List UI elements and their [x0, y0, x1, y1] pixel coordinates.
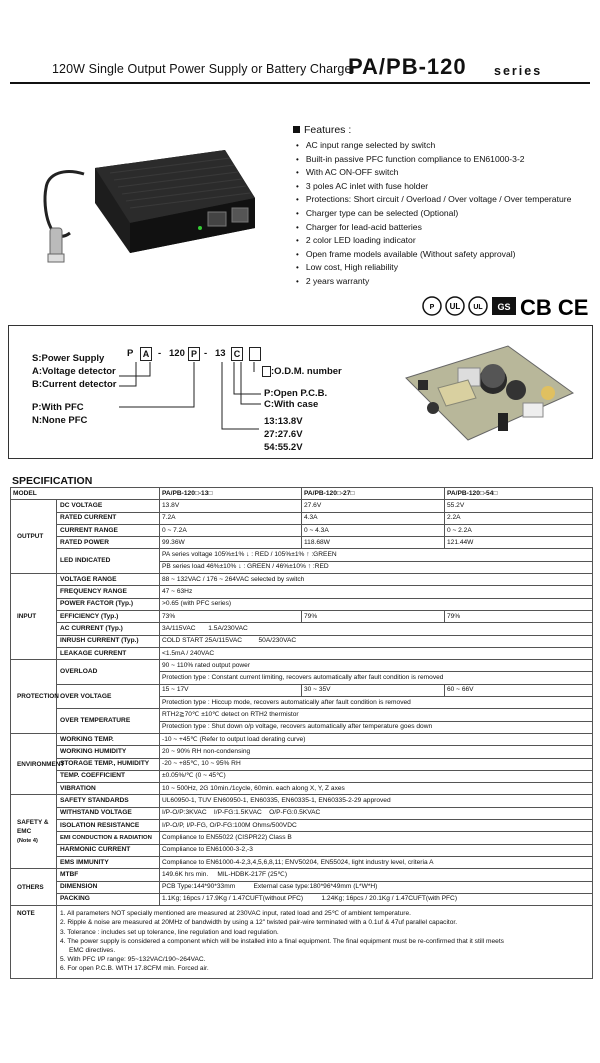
- row-label: DIMENSION: [57, 881, 160, 893]
- table-row: [11, 844, 593, 856]
- row-label: EFFICIENCY (Typ.): [57, 610, 160, 622]
- cell: 47 ~ 63Hz: [160, 586, 593, 598]
- row-label: WORKING HUMIDITY: [57, 746, 160, 758]
- table-row: [11, 586, 593, 598]
- category-safety-emc: [11, 795, 57, 869]
- table-row: [11, 610, 593, 622]
- table-row: [11, 893, 593, 905]
- row-label: INRUSH CURRENT (Typ.): [57, 635, 160, 647]
- table-row: [11, 869, 593, 881]
- row-label: EMI CONDUCTION & RADIATION: [57, 832, 160, 844]
- feature-item: • Open frame models available (Without safety approval): [296, 248, 571, 262]
- open-pcb-label: P:Open P.C.B.: [264, 388, 328, 399]
- cell: 7.2A: [160, 512, 302, 524]
- row-label: AC CURRENT (Typ.): [57, 623, 160, 635]
- cell: 0 ~ 2.2A: [445, 524, 593, 536]
- order-code-a: A:Voltage detector: [32, 366, 116, 377]
- row-label: PACKING: [57, 893, 160, 905]
- table-row: [11, 574, 593, 586]
- cell: ±0.05%/℃ (0 ~ 45℃): [160, 770, 593, 782]
- cell: Compliance to EN61000-4-2,3,4,5,6,8,11; ENV50204, EN55024, light industry level, criteria A: [160, 856, 593, 868]
- model-header: MODEL: [11, 488, 160, 500]
- table-row: [11, 733, 593, 745]
- header-rule: [10, 82, 590, 84]
- row-label: FREQUENCY RANGE: [57, 586, 160, 598]
- gs-logo-icon: [492, 297, 516, 315]
- model-title: PA/PB-120: [348, 54, 467, 79]
- cell: 79%: [445, 610, 593, 622]
- category-safety-label: SAFETY &: [17, 818, 49, 826]
- svg-text:P: P: [429, 304, 435, 311]
- row-label: EMS IMMUNITY: [57, 856, 160, 868]
- row-label: POWER FACTOR (Typ.): [57, 598, 160, 610]
- ul-logo-icon: [446, 297, 464, 315]
- row-label: SAFETY STANDARDS: [57, 795, 160, 807]
- note-line: 4. The power supply is considered a component which will be installed into a final equipment. The final equipment must be re-confirmed that it still meets: [60, 937, 504, 945]
- row-label: OVERLOAD: [57, 660, 160, 685]
- table-row: [11, 906, 593, 978]
- row-label: OVER TEMPERATURE: [57, 709, 160, 734]
- model-54: PA/PB-120□-54□: [445, 488, 593, 500]
- odm-square-icon: [262, 366, 271, 377]
- row-label: HARMONIC CURRENT: [57, 844, 160, 856]
- with-case-label: C:With case: [264, 399, 319, 410]
- table-row: [11, 807, 593, 819]
- category-protection: PROTECTION: [11, 660, 57, 734]
- row-label: STORAGE TEMP., HUMIDITY: [57, 758, 160, 770]
- cell: 55.2V: [445, 500, 593, 512]
- table-row: [11, 684, 593, 696]
- cell: -20 ~ +85℃, 10 ~ 95% RH: [160, 758, 593, 770]
- row-label: LED INDICATED: [57, 549, 160, 574]
- row-label: WITHSTAND VOLTAGE: [57, 807, 160, 819]
- model-13: PA/PB-120□-13□: [160, 488, 302, 500]
- cell: UL60950-1, TUV EN60950-1, EN60335, EN60335-1, EN60335-2-29 approved: [160, 795, 593, 807]
- row-label: DC VOLTAGE: [57, 500, 160, 512]
- feature-item: • Charger for lead-acid batteries: [296, 221, 571, 235]
- category-note-label: (Note 4): [17, 837, 38, 844]
- cell: 27.6V: [302, 500, 445, 512]
- table-row: [11, 635, 593, 647]
- tuv-logo-icon: [423, 297, 441, 315]
- order-code-b: B:Current detector: [32, 379, 117, 390]
- cell: Protection type : Constant current limiting, recovers automatically after fault condition is removed: [160, 672, 593, 684]
- table-row: [11, 881, 593, 893]
- cell: -10 ~ +45℃ (Refer to output load derating curve): [160, 733, 593, 745]
- cell: 0 ~ 7.2A: [160, 524, 302, 536]
- row-label: WORKING TEMP.: [57, 733, 160, 745]
- code-dash: -: [158, 348, 162, 359]
- cell: 2.2A: [445, 512, 593, 524]
- features-list: [296, 139, 571, 289]
- cell: 15 ~ 17V: [160, 684, 302, 696]
- table-row: [11, 647, 593, 659]
- cell: 73%: [160, 610, 302, 622]
- table-row: [11, 500, 593, 512]
- category-note: NOTE: [11, 906, 57, 978]
- features-title: Features :: [304, 124, 352, 136]
- feature-item: • 2 years warranty: [296, 275, 571, 289]
- row-label: LEAKAGE CURRENT: [57, 647, 160, 659]
- row-label: MTBF: [57, 869, 160, 881]
- table-row: [11, 524, 593, 536]
- cell: 121.44W: [445, 537, 593, 549]
- square-bullet-icon: [293, 126, 300, 133]
- cell: PA series voltage 105%±1% ↓ : RED / 105%±1% ↑ :GREEN: [160, 549, 593, 561]
- table-row: [11, 832, 593, 844]
- category-input: INPUT: [11, 574, 57, 660]
- cell: 0 ~ 4.3A: [302, 524, 445, 536]
- category-others: OTHERS: [11, 869, 57, 906]
- order-code-s: S:Power Supply: [32, 353, 105, 364]
- notes-cell: [57, 906, 593, 978]
- cell: 79%: [302, 610, 445, 622]
- cell: 13.8V: [160, 500, 302, 512]
- table-row: [11, 549, 593, 561]
- row-label: OVER VOLTAGE: [57, 684, 160, 709]
- feature-item: • 2 color LED loading indicator: [296, 234, 571, 248]
- ul-us-logo-icon: [469, 297, 487, 315]
- note-line: 2. Ripple & noise are measured at 20MHz of bandwidth by using a 12" twisted pair-wire terminated with a 0.1uf & 47uf parallel capacitor.: [60, 919, 458, 927]
- note-line: 3. Tolerance : includes set up tolerance, line regulation and load regulation.: [60, 928, 279, 936]
- feature-item: • AC input range selected by switch: [296, 139, 571, 153]
- cell: >0.65 (with PFC series): [160, 598, 593, 610]
- voltage-13-label: 13:13.8V: [264, 416, 303, 427]
- table-row: [11, 709, 593, 721]
- cell: I/P-O/P, I/P-FG, O/P-FG:100M Ohms/500VDC: [160, 820, 593, 832]
- feature-item: • With AC ON-OFF switch: [296, 166, 571, 180]
- order-code-p: P:With PFC: [32, 402, 84, 413]
- code-box-type: A: [140, 347, 152, 361]
- feature-item: • Protections: Short circuit / Overload / Over voltage / Over temperature: [296, 193, 571, 207]
- cell: 60 ~ 66V: [445, 684, 593, 696]
- voltage-27-label: 27:27.6V: [264, 429, 303, 440]
- code-voltage: 13: [215, 348, 226, 359]
- voltage-54-label: 54:55.2V: [264, 442, 303, 453]
- row-label: VOLTAGE RANGE: [57, 574, 160, 586]
- cb-ce-mark: CB CE: [520, 295, 589, 320]
- note-line: 1. All parameters NOT specially mentioned are measured at 230VAC input, rated load and 25℃ of ambient temperature.: [60, 910, 411, 918]
- code-box-pfc: P: [188, 347, 200, 361]
- row-label: ISOLATION RESISTANCE: [57, 820, 160, 832]
- note-line: EMC directives.: [69, 946, 116, 954]
- feature-item: • 3 poles AC inlet with fuse holder: [296, 180, 571, 194]
- code-prefix: P: [127, 348, 134, 359]
- charger-product-image: [40, 128, 260, 268]
- row-label: VIBRATION: [57, 783, 160, 795]
- cell: I/P-O/P:3KVAC I/P-FG:1.5KVAC O/P-FG:0.5KVAC: [160, 807, 593, 819]
- row-label: RATED CURRENT: [57, 512, 160, 524]
- category-emc-label: EMC: [17, 827, 32, 835]
- table-row: [11, 856, 593, 868]
- cell: 10 ~ 500Hz, 2G 10min./1cycle, 60min. each along X, Y, Z axes: [160, 783, 593, 795]
- odm-number-label: :O.D.M. number: [271, 366, 342, 377]
- category-environment: ENVIRONMENT: [11, 733, 57, 794]
- table-row: [11, 623, 593, 635]
- cell: 3A/115VAC 1.5A/230VAC: [160, 623, 593, 635]
- code-dash: -: [204, 348, 208, 359]
- table-row: [11, 598, 593, 610]
- cell: PCB Type:144*90*33mm External case type:180*96*49mm (L*W*H): [160, 881, 593, 893]
- table-row: [11, 537, 593, 549]
- note-line: 5. With PFC I/P range: 95~132VAC/190~264VAC.: [60, 956, 206, 964]
- code-box-case: C: [231, 347, 243, 361]
- table-row: [11, 660, 593, 672]
- feature-item: • Built-in passive PFC function compliance to EN61000-3-2: [296, 153, 571, 167]
- specification-table: [10, 487, 593, 979]
- table-row: [11, 512, 593, 524]
- svg-text:UL: UL: [473, 304, 483, 311]
- order-code-n: N:None PFC: [32, 415, 88, 426]
- feature-item: • Low cost, High reliability: [296, 261, 571, 275]
- table-row: [11, 758, 593, 770]
- row-label: RATED POWER: [57, 537, 160, 549]
- cell: Compliance to EN61000-3-2,-3: [160, 844, 593, 856]
- code-wattage: 120: [169, 348, 185, 359]
- note-line: 6. For open P.C.B. WITH 17.8CFM min. Forced air.: [60, 965, 209, 973]
- cell: 30 ~ 35V: [302, 684, 445, 696]
- open-pcb-image: [398, 338, 578, 448]
- table-row: [11, 488, 593, 500]
- cell: 20 ~ 90% RH non-condensing: [160, 746, 593, 758]
- cell: Protection type : Shut down o/p voltage, recovers automatically after temperature goes down: [160, 721, 593, 733]
- cell: 118.68W: [302, 537, 445, 549]
- feature-item: • Charger type can be selected (Optional): [296, 207, 571, 221]
- cell: RTH2≧70℃ ±10℃ detect on RTH2 thermistor: [160, 709, 593, 721]
- certification-logos: [422, 292, 592, 320]
- cell: 88 ~ 132VAC / 176 ~ 264VAC selected by switch: [160, 574, 593, 586]
- row-label: CURRENT RANGE: [57, 524, 160, 536]
- svg-text:UL: UL: [449, 302, 461, 311]
- cell: 99.36W: [160, 537, 302, 549]
- table-row: [11, 746, 593, 758]
- series-label: series: [494, 64, 543, 78]
- cell: COLD START 25A/115VAC 50A/230VAC: [160, 635, 593, 647]
- table-row: [11, 820, 593, 832]
- table-row: [11, 795, 593, 807]
- cell: Protection type : Hiccup mode, recovers automatically after fault condition is removed: [160, 697, 593, 709]
- cell: 1.1Kg; 16pcs / 17.9Kg / 1.47CUFT(without PFC) 1.24Kg; 16pcs / 20.1Kg / 1.47CUFT(with PFC): [160, 893, 593, 905]
- svg-text:GS: GS: [497, 302, 511, 312]
- table-row: [11, 770, 593, 782]
- cell: Compliance to EN55022 (CISPR22) Class B: [160, 832, 593, 844]
- specification-heading: SPECIFICATION: [12, 475, 93, 487]
- category-output: OUTPUT: [11, 500, 57, 574]
- model-27: PA/PB-120□-27□: [302, 488, 445, 500]
- cell: 149.6K hrs min. MIL-HDBK-217F (25℃): [160, 869, 593, 881]
- cell: 90 ~ 110% rated output power: [160, 660, 593, 672]
- row-label: TEMP. COEFFICIENT: [57, 770, 160, 782]
- cell: PB series load 46%±10% ↓ : GREEN / 46%±10% ↑ :RED: [160, 561, 593, 573]
- code-box-odm: [249, 347, 261, 361]
- cell: 4.3A: [302, 512, 445, 524]
- features-heading: [293, 124, 351, 136]
- document-subtitle: 120W Single Output Power Supply or Battery Charger: [52, 62, 356, 76]
- table-row: [11, 783, 593, 795]
- cell: <1.5mA / 240VAC: [160, 647, 593, 659]
